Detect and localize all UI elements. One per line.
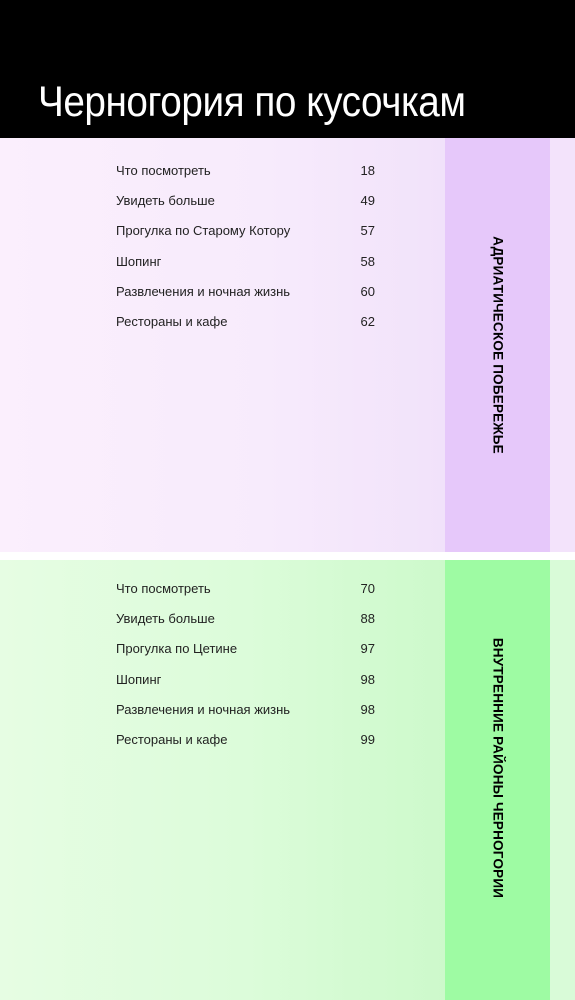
toc-item[interactable] bbox=[116, 284, 376, 314]
toc-item[interactable] bbox=[116, 223, 376, 253]
toc-item[interactable] bbox=[116, 672, 376, 702]
toc-item-page: 58 bbox=[360, 253, 375, 269]
section-tab-label: ВНУТРЕННИЕ РАЙОНЫ ЧЕРНОГОРИИ bbox=[490, 637, 506, 899]
section-edge bbox=[550, 138, 575, 552]
toc-item[interactable] bbox=[116, 611, 376, 641]
toc-item-page: 62 bbox=[360, 313, 375, 329]
section-divider bbox=[0, 552, 575, 560]
toc-item-page: 98 bbox=[360, 701, 375, 717]
toc-item-page: 97 bbox=[360, 641, 375, 657]
toc-item[interactable] bbox=[116, 702, 376, 732]
toc-item[interactable] bbox=[116, 314, 376, 344]
toc-item-page: 60 bbox=[360, 283, 375, 299]
toc-item[interactable] bbox=[116, 163, 376, 193]
toc-item[interactable] bbox=[116, 581, 376, 611]
toc-item-label: Что посмотреть bbox=[116, 581, 211, 596]
toc-list bbox=[116, 163, 376, 344]
section-adriatic-coast bbox=[0, 138, 575, 552]
toc-item-label: Шопинг bbox=[116, 671, 162, 687]
toc-item-label: Развлечения и ночная жизнь bbox=[116, 283, 291, 299]
toc-item-page: 49 bbox=[360, 193, 375, 209]
toc-item-page: 98 bbox=[360, 671, 375, 687]
toc-item-page: 57 bbox=[360, 223, 375, 239]
toc-item-label: Рестораны и кафе bbox=[116, 731, 228, 747]
page-title: Черногория по кусочкам bbox=[38, 78, 466, 126]
toc-item[interactable] bbox=[116, 641, 376, 671]
toc-item-label: Шопинг bbox=[116, 253, 162, 269]
toc-item-label: Развлечения и ночная жизнь bbox=[116, 701, 291, 717]
toc-item-label: Увидеть больше bbox=[116, 193, 215, 209]
toc-item-label: Рестораны и кафе bbox=[116, 313, 228, 329]
toc-item[interactable] bbox=[116, 732, 376, 762]
toc-item-page: 70 bbox=[360, 581, 375, 596]
toc-item-page: 99 bbox=[360, 731, 375, 747]
toc-item-page: 18 bbox=[360, 163, 375, 178]
toc-item-page: 88 bbox=[360, 611, 375, 627]
toc-item-label: Прогулка по Цетине bbox=[116, 641, 238, 657]
header-bar bbox=[0, 0, 575, 138]
section-edge bbox=[550, 560, 575, 1000]
toc-list bbox=[116, 581, 376, 762]
toc-item[interactable] bbox=[116, 254, 376, 284]
section-inland-montenegro bbox=[0, 560, 575, 1000]
toc-item-label: Прогулка по Старому Котору bbox=[116, 223, 291, 239]
toc-item-label: Увидеть больше bbox=[116, 611, 215, 627]
section-tab-label: АДРИАТИЧЕСКОЕ ПОБЕРЕЖЬЕ bbox=[490, 236, 506, 454]
toc-item[interactable] bbox=[116, 193, 376, 223]
toc-item-label: Что посмотреть bbox=[116, 163, 211, 178]
